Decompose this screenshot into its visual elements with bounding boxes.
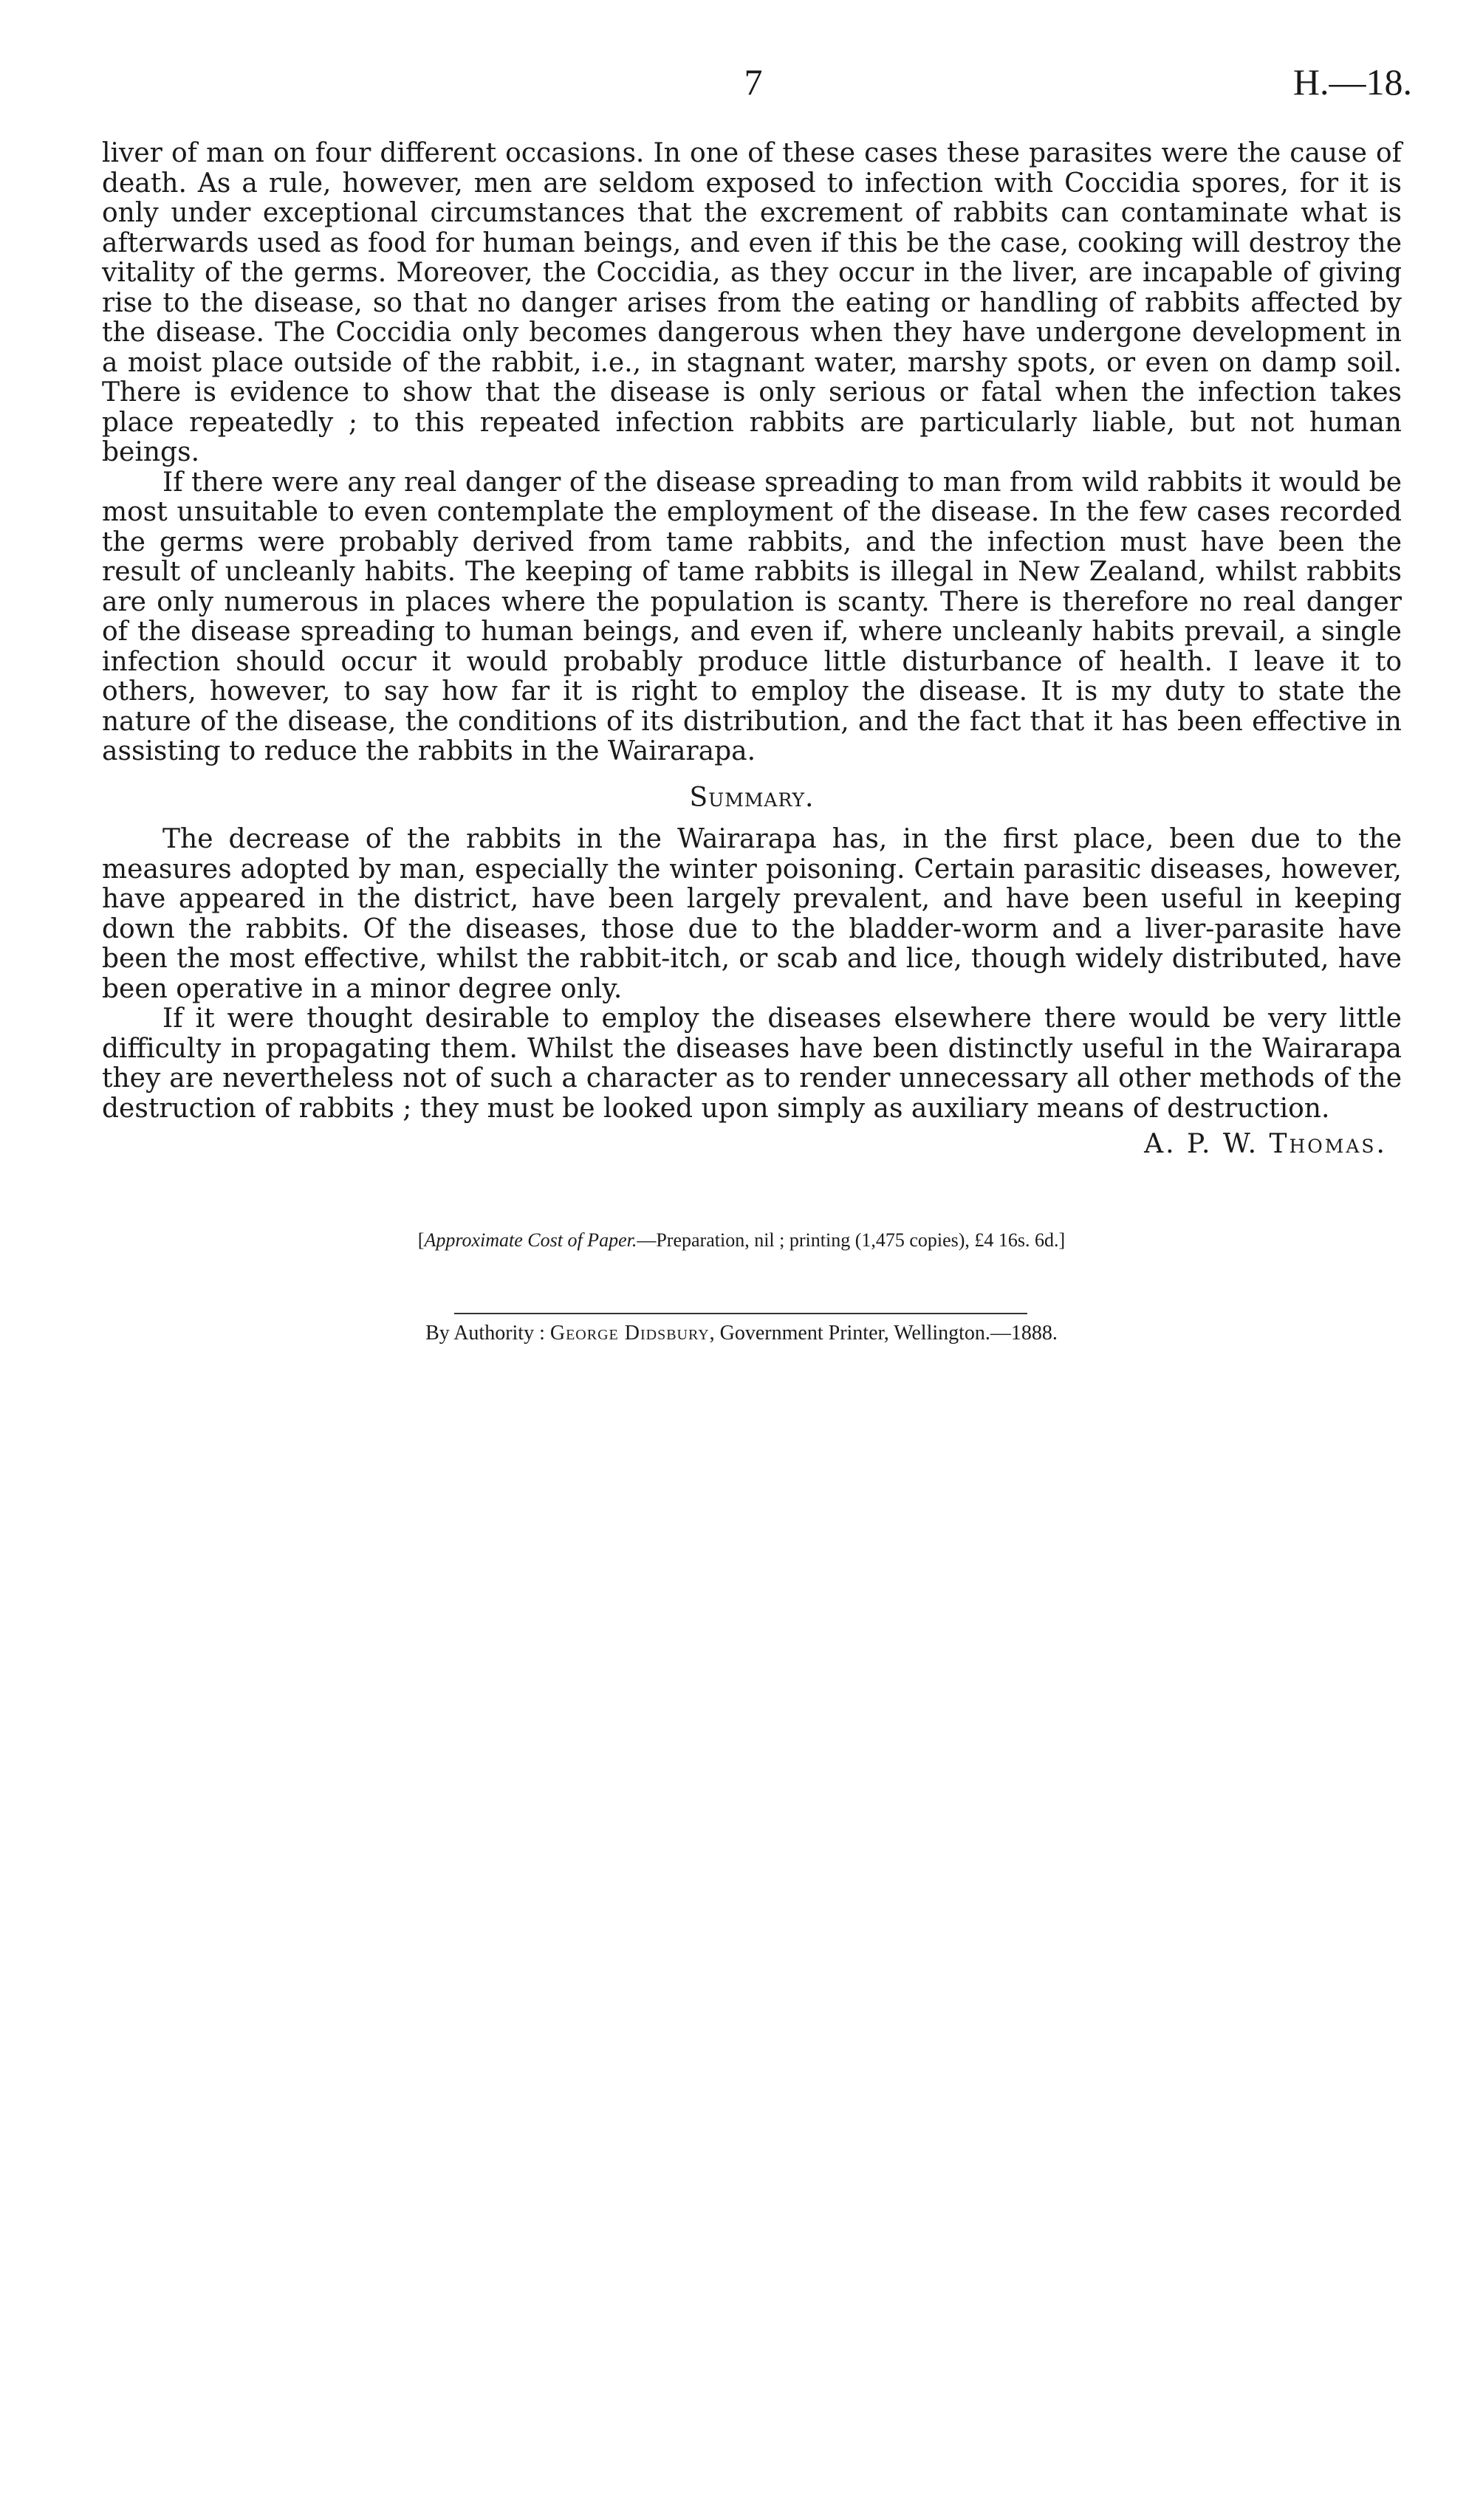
body-text (102, 139, 1402, 1160)
cost-detail: —Preparation, nil ; printing (1,475 copies), £4 16s. 6d. (637, 1229, 1059, 1251)
cost-label: Approximate Cost of Paper. (424, 1229, 637, 1251)
imprint (0, 1322, 1483, 1345)
imprint-printer: George Didsbury (549, 1322, 710, 1345)
imprint-suffix: , Government Printer, Wellington.—1888. (709, 1322, 1058, 1345)
paragraph: liver of man on four different occasions. In one of these cases these parasites were the cause of death. As a rule, however, men are seldom exposed to infection with Coccidia spores, for it is only under exceptional circumstances that the excrement of rabbits can contaminate what is afterwards used as food for human beings, and even if this be the case, cooking will destroy the vitality of the germs. Moreover, the Coccidia, as they occur in the liver, are incapable of giving rise to the disease, so that no danger arises from the eating or handling of rabbits affected by the disease. The Coccidia only becomes dangerous when they have undergone development in a moist place outside of the rabbit, i.e., in stagnant water, marshy spots, or even on damp soil. There is evidence to show that the disease is only serious or fatal when the infection takes place repeatedly ; to this repeated infection rabbits are particularly liable, but not human beings. (102, 138, 1402, 467)
summary-paragraph: If it were thought desirable to employ the diseases elsewhere there would be very little difficulty in propagating them. Whilst the diseases have been distinctly useful in the Wairarapa they are nevertheless not of such a character as to render unnecessary all other methods of the destruction of rabbits ; they must be looked upon simply as auxiliary means of destruction. (102, 1003, 1402, 1124)
document-code: H.—18. (1292, 61, 1412, 103)
page-number: 7 (744, 61, 763, 103)
summary-paragraph: The decrease of the rabbits in the Wairarapa has, in the first place, been due to the measures adopted by man, especially the winter poisoning. Certain parasitic diseases, however, have appeared in the district, have been largely prevalent, and have been useful in keeping down the rabbits. Of the diseases, those due to the bladder-worm and a liver-parasite have been the most effective, whilst the rabbit-itch, or scab and lice, though widely distributed, have been operative in a minor degree only. (102, 824, 1402, 1004)
signature: A. P. W. Thomas. (1144, 1129, 1387, 1159)
divider-rule (454, 1313, 1027, 1314)
imprint-prefix: By Authority : (425, 1322, 550, 1345)
paragraph: If there were any real danger of the disease spreading to man from wild rabbits it would be most unsuitable to even contemplate the employment of the disease. In the few cases recorded the germs were probably derived from tame rabbits, and the infection must have been the result of uncleanly habits. The keeping of tame rabbits is illegal in New Zealand, whilst rabbits are only numerous in places where the population is scanty. There is therefore no real danger of the disease spreading to human beings, and even if, where uncleanly habits prevail, a single infection should occur it would probably produce little disturbance of health. I leave it to others, however, to say how far it is right to employ the disease. It is my duty to state the nature of the disease, the conditions of its distribution, and the fact that it has been effective in assisting to reduce the rabbits in the Wairarapa. (102, 467, 1402, 766)
summary-heading: Summary. (689, 782, 815, 813)
cost-note: [Approximate Cost of Paper.—Preparation, nil ; printing (1,475 copies), £4 16s. 6d.] (417, 1229, 1066, 1251)
